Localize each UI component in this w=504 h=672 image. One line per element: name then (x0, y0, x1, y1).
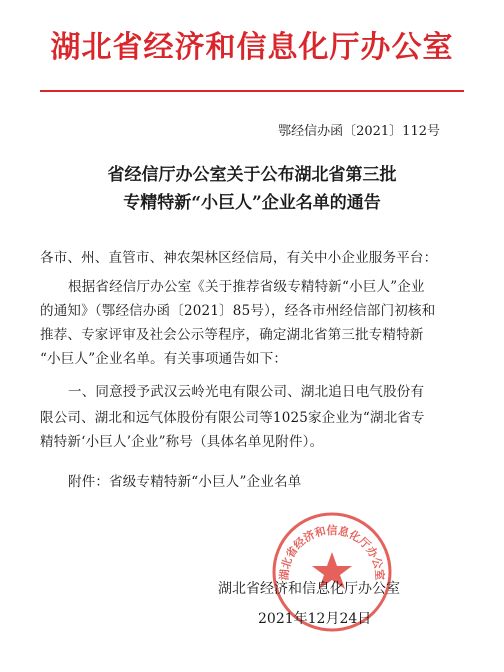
seal-text: 湖北省经济和信息化厅办公室 (277, 524, 387, 581)
letterhead-title: 湖北省经济和信息化厅办公室 (50, 30, 454, 65)
letterhead-rule (40, 90, 464, 92)
paragraph-2-line-1: 一、同意授予武汉云岭光电有限公司、湖北追日电气股份有 (68, 384, 425, 400)
document-number: 鄂经信办函〔2021〕112号 (278, 124, 440, 139)
paragraph-1-line-4: “小巨人”企业名单。有关事项通告如下： (40, 351, 288, 367)
signature-org: 湖北省经济和信息化厅办公室 (218, 581, 400, 597)
notice-title-line-2: 专精特新“小巨人”企业名单的通告 (123, 193, 381, 213)
paragraph-2-line-3: 精特新‘小巨人’企业”称号（具体名单见附件）。 (40, 434, 324, 450)
paragraph-1-line-2: 的通知》（鄂经信办函〔2021〕85号），经各市州经信部门初核和 (40, 303, 436, 319)
notice-title-line-1: 省经信厅办公室关于公布湖北省第三批 (107, 165, 397, 185)
salutation: 各市、州、直管市、神农架林区经信局，有关中小企业服务平台： (40, 250, 438, 266)
paragraph-1-line-1: 根据省经信厅办公室《关于推荐省级专精特新“小巨人”企业 (68, 279, 425, 295)
attachment-line: 附件：省级专精特新“小巨人”企业名单 (68, 474, 302, 490)
paragraph-2-line-2: 限公司、湖北和远气体股份有限公司等1025家企业为“湖北省专 (40, 410, 425, 426)
signature-date: 2021年12月24日 (258, 611, 372, 627)
paragraph-1-line-3: 推荐、专家评审及社会公示等程序，确定湖北省第三批专精特新 (40, 327, 424, 343)
